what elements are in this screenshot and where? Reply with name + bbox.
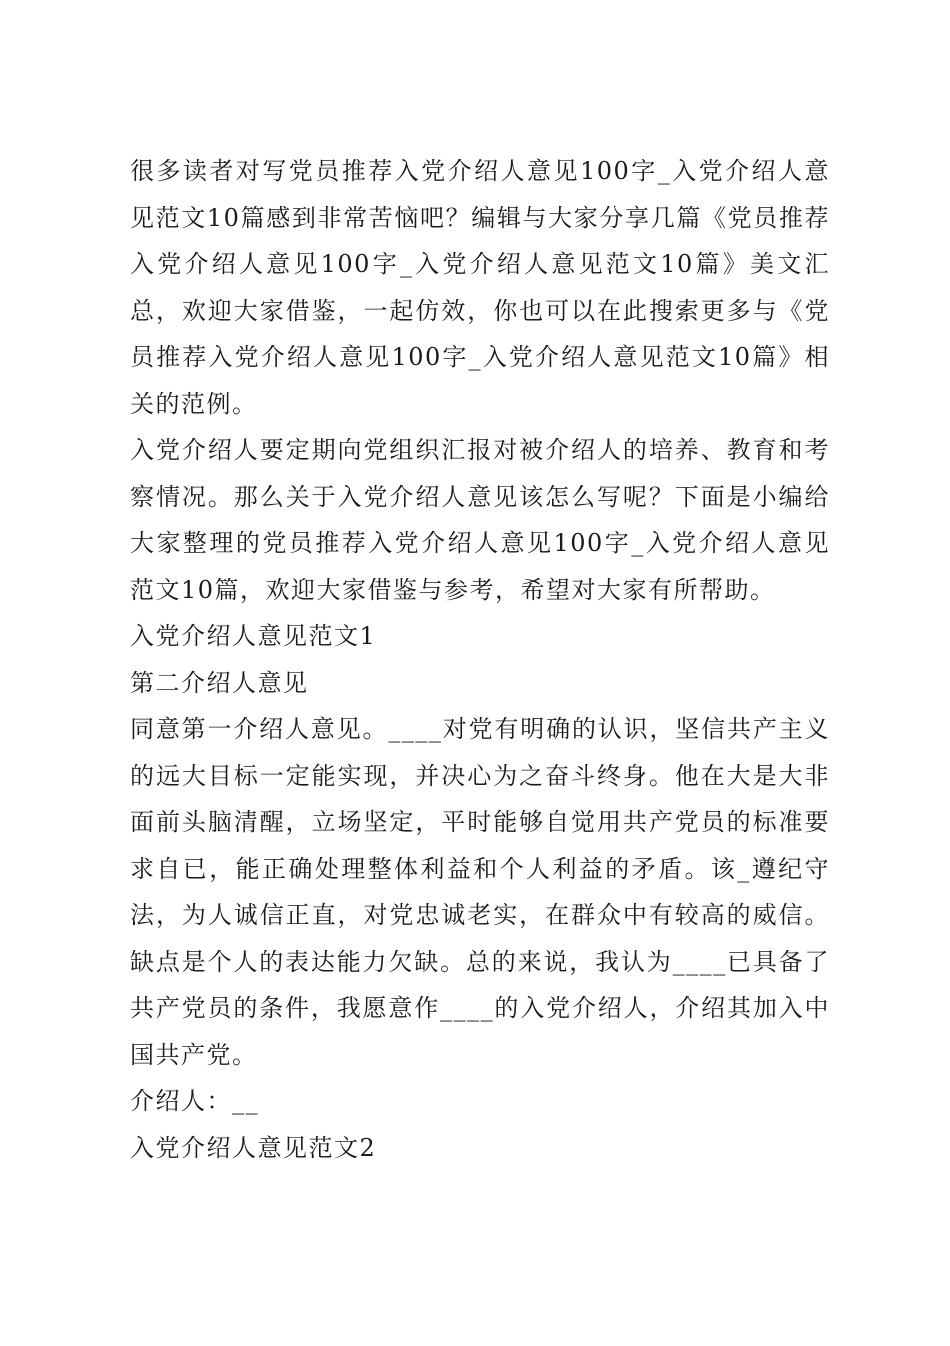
section-heading-1: 入党介绍人意见范文1 [130,622,377,650]
context-paragraph: 入党介绍人要定期向党组织汇报对被介绍人的培养、教育和考察情况。那么关于入党介绍人意见该怎么写呢？下面是小编给大家整理的党员推荐入党介绍人意见100字_入党介绍人意见范文10篇，欢迎大家借鉴与参考，希望对大家有所帮助。 [130,436,830,604]
document-body [130,148,830,1171]
intro-paragraph: 很多读者对写党员推荐入党介绍人意见100字_入党介绍人意见范文10篇感到非常苦恼吧？编辑与大家分享几篇《党员推荐入党介绍人意见100字_入党介绍人意见范文10篇》美文汇总，欢迎大家借鉴，一起仿效，你也可以在此搜索更多与《党员推荐入党介绍人意见100字_入党介绍人意见范文10篇》相关的范例。 [130,157,830,418]
subheading-second-referee: 第二介绍人意见 [130,668,309,697]
section-heading-2: 入党介绍人意见范文2 [130,1133,377,1162]
referee-signature-line: 介绍人：__ [130,1087,259,1115]
opinion-paragraph: 同意第一介绍人意见。____对党有明确的认识，坚信共产主义的远大目标一定能实现，并决心为之奋斗终身。他在大是大非面前头脑清醒，立场坚定，平时能够自觉用共产党员的标准要求自已，能正确处理整体利益和个人利益的矛盾。该_遵纪守法，为人诚信正直，对党忠诚老实，在群众中有较高的威信。缺点是个人的表达能力欠缺。总的来说，我认为____已具备了共产党员的条件，我愿意作____的入党介绍人，介绍其加入中国共产党。 [130,715,830,1069]
